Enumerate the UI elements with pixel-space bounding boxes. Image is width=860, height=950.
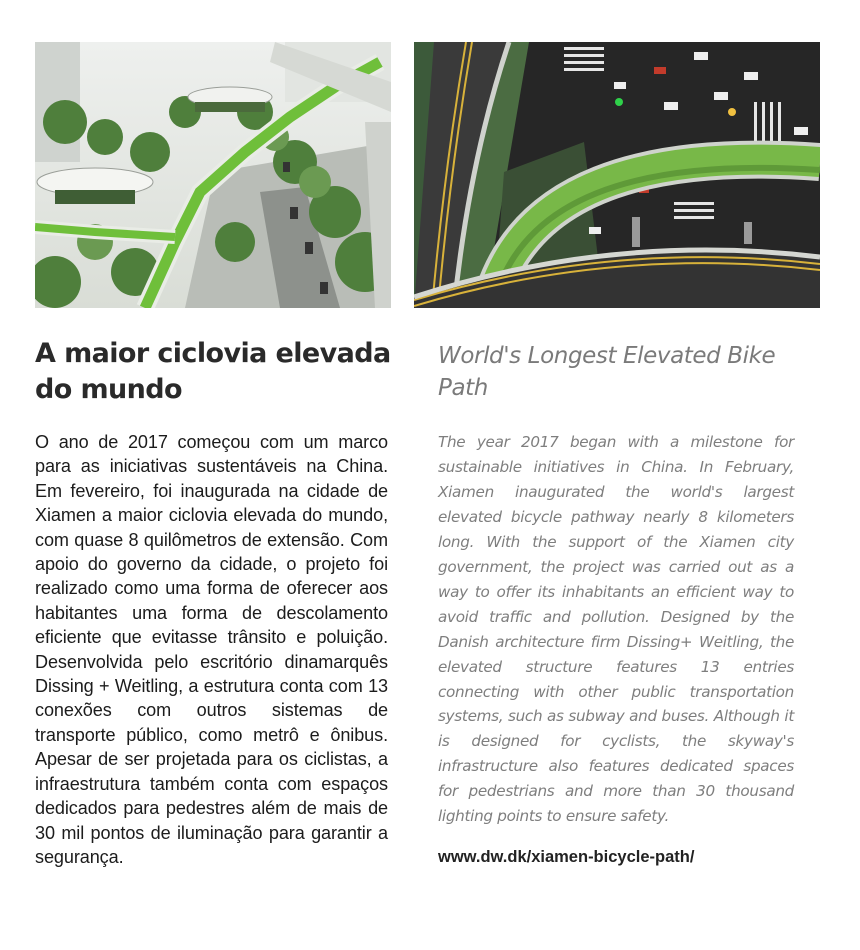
aerial-bike-path-photo — [414, 42, 820, 308]
source-link[interactable]: www.dw.dk/xiamen-bicycle-path/ — [438, 848, 695, 866]
article-body-english: The year 2017 began with a milestone for sustainable initiatives in China. In February, Xiamen inaugurated the world's largest elevated bicycle pathway nearly 8 kilometers long. With the support of the Xiamen city government, the project was carried out as a way to offer its inhabitants an efficient way to avoid traffic and pollution. Designed by the Danish architecture firm Dissing+ Weitling, the elevated structure features 13 entries connecting with other public transportation systems, such as subway and buses. Although it is designed for cyclists, the skyway's infrastructure also features dedicated spaces for pedestrians and more than 30 thousand lighting points to ensure safety. — [438, 433, 794, 826]
bike-path-rendering-image — [35, 42, 391, 308]
article-title-portuguese: A maior ciclovia elevada do mundo — [35, 338, 391, 405]
article-body-portuguese: O ano de 2017 começou com um marco para as iniciativas sustentáveis na China. Em fevereiro, foi inaugurada na cidade de Xiamen a maior ciclovia elevada do mundo, com quase 8 quilômetros de extensão. Com apoio do governo da cidade, o projeto foi realizado como uma forma de oferecer aos habitantes uma forma de descolamento eficiente que evitasse trânsito e poluição. Desenvolvida pelo escritório dinamarquês Dissing + Weitling, a estrutura conta com 13 conexões com outros sistemas de transporte público, como metrô e ônibus. Apesar de ser projetada para os ciclistas, a infraestrutura também conta com espaços dedicados para pedestres além de mais de 30 mil pontos de iluminação para garantir a segurança. — [35, 432, 388, 867]
article-title-english: World's Longest Elevated Bike Path — [438, 343, 776, 401]
